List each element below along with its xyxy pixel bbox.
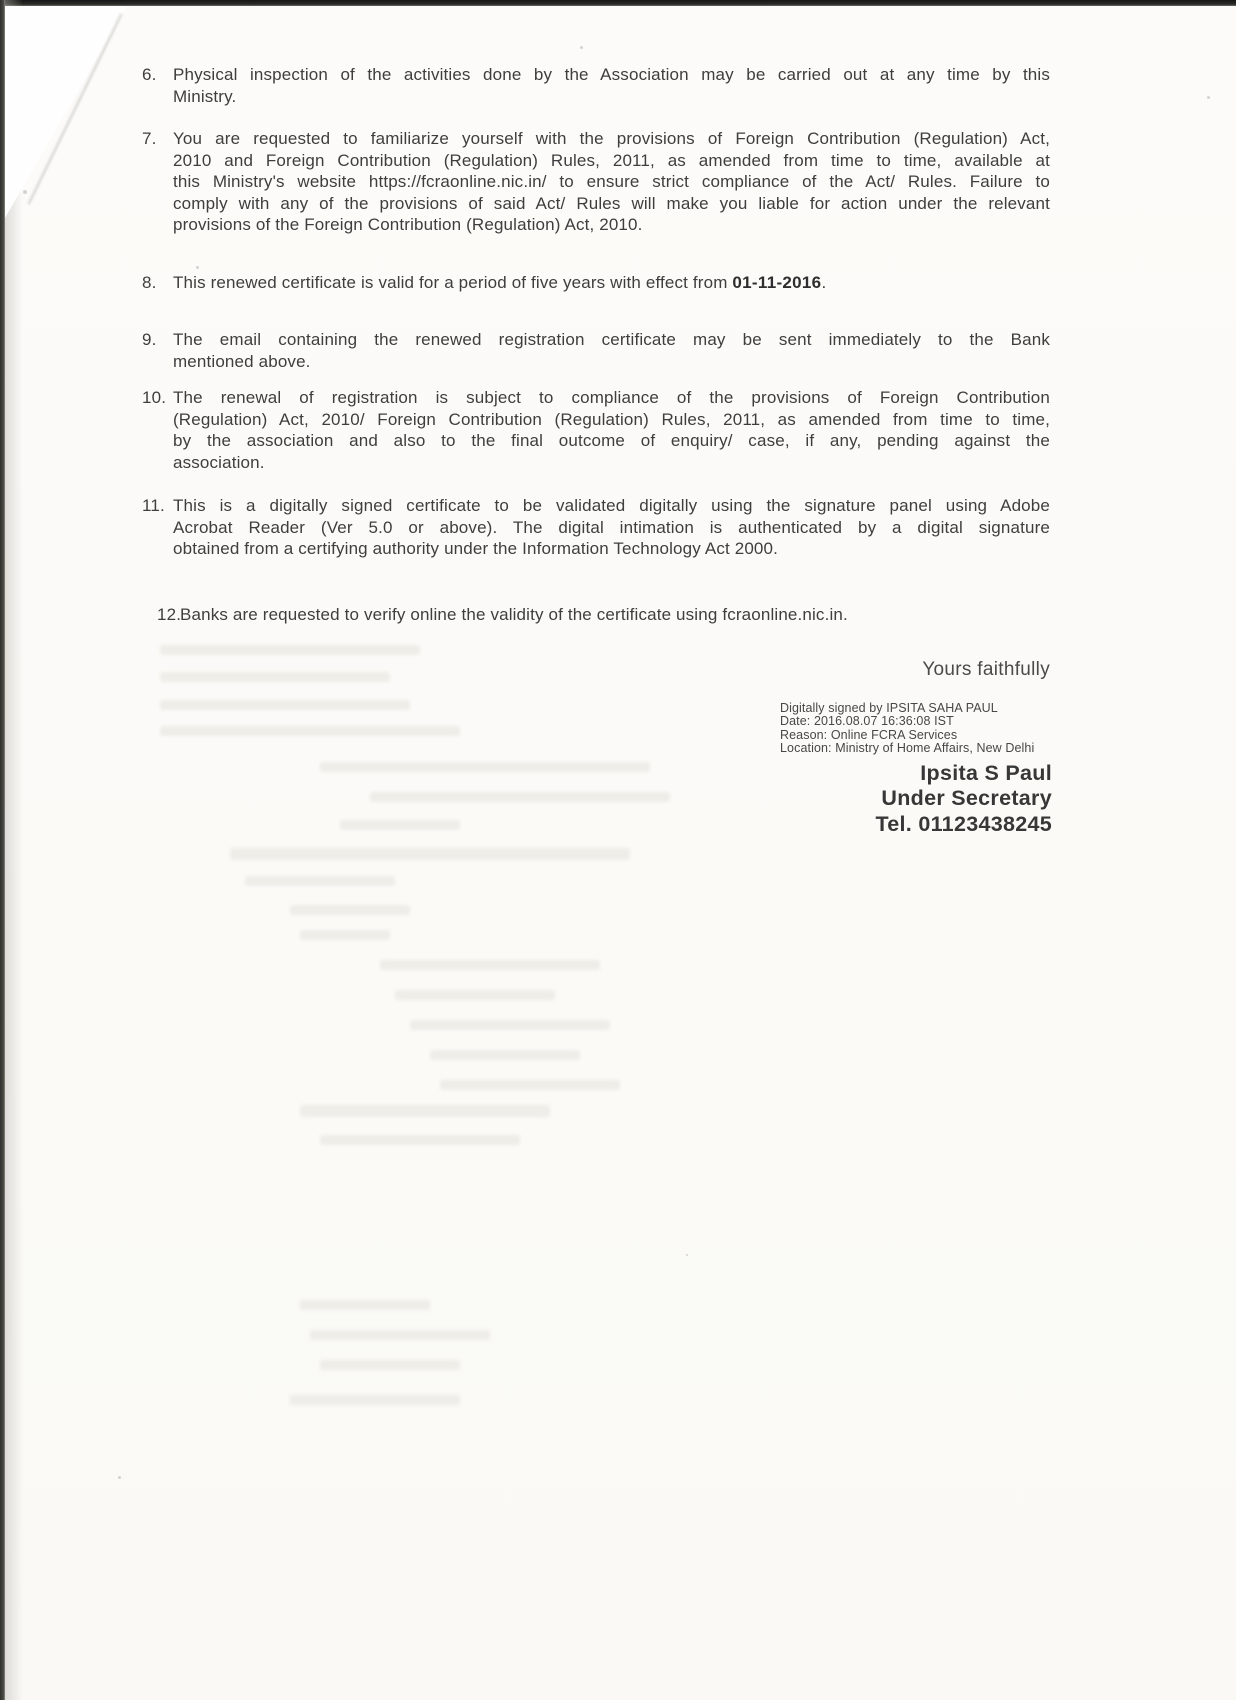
bleed-through-smudge: [300, 1105, 550, 1117]
item-text-segment: .: [821, 273, 827, 292]
text-line: this Ministry's website https://fcraonline.nic.in/ to ensure strict compliance of the Act/ Rules. Failure to: [173, 172, 1050, 191]
text-line: Physical inspection of the activities done by the Association may be carried out at any time by this: [173, 65, 1050, 84]
bleed-through-smudge: [340, 820, 460, 830]
bleed-through-smudge: [430, 1050, 580, 1060]
item-text: [173, 387, 1050, 473]
item-number: 11.: [142, 496, 165, 515]
list-item-6: [142, 64, 1050, 107]
bleed-through-smudge: [440, 1080, 620, 1090]
item-number: 8.: [142, 273, 157, 292]
signature-detail-line: Location: Ministry of Home Affairs, New Delhi: [780, 741, 1035, 756]
item-number: 9.: [142, 330, 157, 349]
bleed-through-smudge: [395, 990, 555, 1000]
text-line: provisions of the Foreign Contribution (Regulation) Act, 2010.: [173, 215, 643, 234]
item-text-segment: This renewed certificate is valid for a period of five years with effect from: [173, 273, 733, 292]
bleed-through-smudge: [160, 672, 390, 682]
signatory-phone: Tel. 01123438245: [875, 811, 1052, 836]
item-text: [173, 495, 1050, 560]
bleed-through-smudge: [300, 930, 390, 940]
item-number: 12.: [157, 605, 182, 624]
signature-detail-line: Digitally signed by IPSITA SAHA PAUL: [780, 701, 998, 715]
scan-speck: [196, 266, 199, 269]
list-item-11: [142, 495, 1050, 560]
bleed-through-smudge: [410, 1020, 610, 1030]
text-line: by the association and also to the final outcome of enquiry/ case, if any, pending against the: [173, 431, 1050, 450]
text-line: Ministry.: [173, 86, 237, 106]
text-line: The email containing the renewed registration certificate may be sent immediately to the Bank: [173, 330, 1050, 349]
bleed-through-smudge: [320, 762, 650, 772]
bleed-through-smudge: [230, 848, 630, 860]
item-number: 6.: [142, 65, 157, 84]
text-line: 2010 and Foreign Contribution (Regulation) Rules, 2011, as amended from time to time, available at: [173, 150, 1050, 170]
bleed-through-smudge: [310, 1330, 490, 1340]
bleed-through-smudge: [160, 726, 460, 736]
bleed-through-smudge: [245, 876, 395, 886]
bleed-through-smudge: [300, 1300, 430, 1310]
text-line: comply with any of the provisions of said Act/ Rules will make you liable for action under the relevant: [173, 193, 1050, 213]
signatory-name: Ipsita S Paul: [920, 761, 1052, 785]
bleed-through-smudge: [160, 700, 410, 710]
scan-left-shadow: [5, 0, 23, 1700]
bleed-through-smudge: [320, 1360, 460, 1370]
scan-speck: [23, 190, 27, 194]
item-text: Banks are requested to verify online the validity of the certificate using fcraonline.nic.in.: [180, 605, 848, 624]
text-line: The renewal of registration is subject to compliance of the provisions of Foreign Contribution: [173, 388, 1050, 407]
signature-detail-line: Reason: Online FCRA Services: [780, 727, 958, 742]
bleed-through-smudge: [290, 905, 410, 915]
list-item-8: [142, 272, 1050, 294]
closing-salutation: Yours faithfully: [922, 659, 1050, 680]
scan-speck: [686, 1254, 688, 1256]
text-line: mentioned above.: [173, 351, 311, 371]
item-text: [173, 329, 1050, 372]
text-line: obtained from a certifying authority under the Information Technology Act 2000.: [173, 539, 779, 558]
text-line: You are requested to familiarize yourself with the provisions of Foreign Contribution (Regulation) Act,: [173, 129, 1050, 148]
list-item-10: [142, 387, 1050, 473]
item-text: [173, 272, 1050, 294]
list-item-7: [142, 128, 1050, 236]
signatory-designation: Under Secretary: [881, 786, 1052, 811]
item-text: [173, 128, 1050, 236]
list-item-12: [142, 604, 1050, 626]
text-line: This is a digitally signed certificate to be validated digitally using the signature panel using Adobe: [173, 496, 1050, 515]
list-item-9: [142, 329, 1050, 372]
scan-speck: [1207, 96, 1210, 99]
text-line: (Regulation) Act, 2010/ Foreign Contribution (Regulation) Rules, 2011, as amended from time to time,: [173, 409, 1050, 429]
scan-edge-top: [0, 0, 1236, 6]
effective-date: 01-11-2016: [732, 273, 822, 292]
item-text: [173, 64, 1050, 107]
bleed-through-smudge: [160, 645, 420, 655]
text-line: association.: [173, 452, 265, 472]
digital-signature-stamp: [780, 702, 1080, 756]
bleed-through-smudge: [290, 1395, 460, 1405]
scan-speck: [118, 1476, 121, 1479]
bleed-through-smudge: [320, 1135, 520, 1145]
bleed-through-smudge: [370, 792, 670, 802]
scan-speck: [580, 46, 583, 49]
text-line: Acrobat Reader (Ver 5.0 or above). The digital intimation is authenticated by a digital signature: [173, 517, 1050, 537]
signatory-block: [875, 761, 1052, 837]
signature-detail-line: Date: 2016.08.07 16:36:08 IST: [780, 714, 954, 729]
bleed-through-smudge: [380, 960, 600, 970]
item-number: 10.: [142, 388, 167, 407]
item-number: 7.: [142, 129, 157, 148]
scan-edge-left: [0, 0, 5, 1700]
